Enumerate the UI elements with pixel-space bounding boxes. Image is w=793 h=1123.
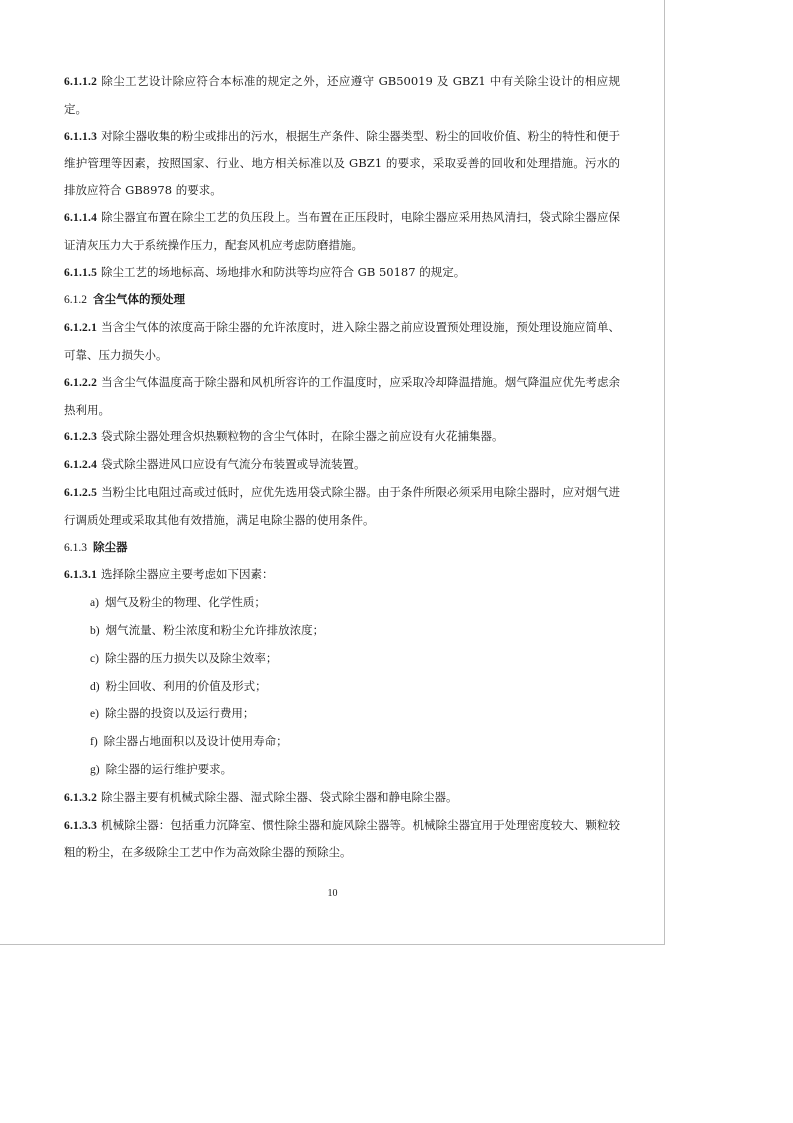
clause-text: 机械除尘器：包括重力沉降室、惯性除尘器和旋风除尘器等。机械除尘器宜用于处理密度较大、颗粒较粗的粉尘，在多级除尘工艺中作为高效除尘器的预除尘。: [64, 817, 620, 860]
list-item-text: 除尘器的投资以及运行费用；: [104, 706, 255, 721]
clause-6-1-1-3: [64, 123, 620, 204]
clause-6-1-3-3: [64, 812, 620, 867]
clause-text: 对除尘器收集的粉尘或排出的污水，根据生产条件、除尘器类型、粉尘的回收价值、粉尘的特性和便于维护管理等因素，按照国家、行业、地方相关标准以及 GBZ1 的要求，采取妥善的回收和处理措施。污水的排放应符合 GB8978 的要求。: [64, 128, 620, 198]
selection-factors-list: [64, 589, 620, 784]
list-item-text: 粉尘回收、利用的价值及形式；: [105, 678, 267, 693]
clause-number: 6.1.2.2: [64, 376, 98, 389]
clause-6-1-3-1: [64, 561, 620, 589]
clause-6-1-3-2: [64, 784, 620, 812]
clause-text: 当粉尘比电阻过高或过低时，应优先选用袋式除尘器。由于条件所限必须采用电除尘器时，应对烟气进行调质处理或采取其他有效措施，满足电除尘器的使用条件。: [64, 484, 620, 527]
clause-6-1-1-2: [64, 68, 620, 123]
clause-6-1-2-4: [64, 451, 620, 479]
clause-6-1-1-5: [64, 259, 620, 287]
clause-text: 除尘器主要有机械式除尘器、湿式除尘器、袋式除尘器和静电除尘器。: [101, 789, 458, 804]
clause-number: 6.1.1.5: [64, 266, 98, 279]
clause-text: 选择除尘器应主要考虑如下因素：: [101, 567, 274, 582]
list-marker: b): [90, 624, 100, 637]
section-heading-6-1-2: [64, 286, 620, 314]
section-number: 6.1.2: [64, 294, 87, 307]
list-item: [64, 728, 620, 756]
list-marker: d): [90, 680, 100, 693]
section-title: 除尘器: [93, 539, 128, 554]
clause-6-1-2-1: [64, 314, 620, 369]
clause-text: 除尘器宜布置在除尘工艺的负压段上。当布置在正压段时，电除尘器应采用热风清扫，袋式除尘器应保证清灰压力大于系统操作压力，配套风机应考虑防磨措施。: [64, 209, 620, 252]
list-marker: e): [90, 708, 99, 721]
clause-number: 6.1.1.4: [64, 211, 98, 224]
list-item: [64, 617, 620, 645]
clause-text: 袋式除尘器进风口应设有气流分布装置或导流装置。: [101, 457, 366, 472]
clause-number: 6.1.2.3: [64, 431, 98, 444]
list-item: [64, 645, 620, 673]
clause-number: 6.1.3.1: [64, 569, 98, 582]
clause-6-1-2-2: [64, 369, 620, 424]
list-item-text: 烟气流量、粉尘浓度和粉尘允许排放浓度；: [105, 622, 325, 637]
list-item: [64, 700, 620, 728]
list-marker: f): [90, 736, 98, 749]
page-number: 10: [327, 888, 338, 899]
clause-text: 除尘工艺的场地标高、场地排水和防洪等均应符合 GB 50187 的规定。: [101, 264, 466, 279]
clause-text: 袋式除尘器处理含炽热颗粒物的含尘气体时，在除尘器之前应设有火花捕集器。: [101, 429, 504, 444]
list-item: [64, 673, 620, 701]
clause-text: 除尘工艺设计除应符合本标准的规定之外，还应遵守 GB50019 及 GBZ1 中有关除尘设计的相应规定。: [64, 74, 620, 116]
clause-number: 6.1.2.5: [64, 486, 98, 499]
section-heading-6-1-3: [64, 534, 620, 562]
clause-6-1-2-5: [64, 479, 620, 534]
list-marker: g): [90, 763, 100, 776]
list-marker: a): [90, 597, 99, 610]
section-number: 6.1.3: [64, 541, 87, 554]
clause-number: 6.1.2.1: [64, 322, 98, 335]
clause-number: 6.1.3.2: [64, 791, 98, 804]
clause-6-1-1-4: [64, 204, 620, 259]
list-item-text: 除尘器的压力损失以及除尘效率；: [104, 650, 278, 665]
list-item: [64, 589, 620, 617]
clause-number: 6.1.1.3: [64, 130, 98, 143]
clause-number: 6.1.3.3: [64, 819, 98, 832]
clause-number: 6.1.2.4: [64, 459, 98, 472]
page-content: [64, 68, 620, 866]
clause-text: 当含尘气体温度高于除尘器和风机所容许的工作温度时，应采取冷却降温措施。烟气降温应优先考虑余热利用。: [64, 374, 620, 417]
clause-text: 当含尘气体的浓度高于除尘器的允许浓度时，进入除尘器之前应设置预处理设施，预处理设施应简单、可靠、压力损失小。: [64, 320, 620, 362]
list-marker: c): [90, 652, 99, 665]
list-item: [64, 756, 620, 784]
list-item-text: 烟气及粉尘的物理、化学性质；: [104, 595, 266, 610]
section-title: 含尘气体的预处理: [93, 292, 185, 307]
clause-number: 6.1.1.2: [64, 76, 98, 88]
list-item-text: 除尘器占地面积以及设计使用寿命；: [103, 734, 288, 749]
list-item-text: 除尘器的运行维护要求。: [105, 761, 233, 776]
clause-6-1-2-3: [64, 423, 620, 451]
